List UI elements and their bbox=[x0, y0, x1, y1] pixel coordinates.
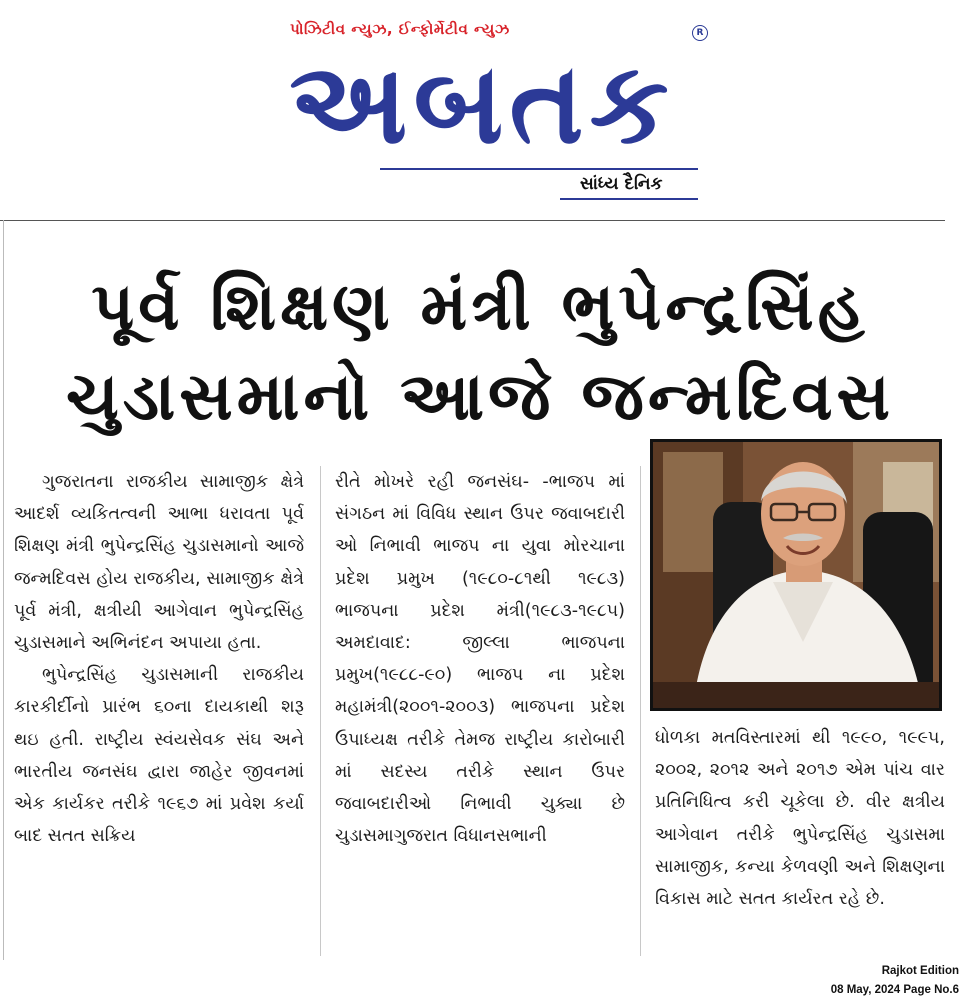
article-paragraph: રીતે મોખરે રહી જનસંઘ- -ભાજપ માં સંગઠન માં વિવિધ સ્થાન ઉપર જવાબદારી ઓ નિભાવી ભાજપ ના યુવા મોરચાના પ્રદેશ પ્રમુખ (૧૯૮૦-૮૧થી ૧૯૮૩) ભાજપના પ્રદેશ મંત્રી(૧૯૮૩-૧૯૮૫) અમદાવાદ: જીલ્લા ભાજપના પ્રમુખ(૧૯૮૮-૯૦) ભાજપ ના પ્રદેશ મહામંત્રી(૨૦૦૧-૨૦૦૩) ભાજપના પ્રદેશ ઉપાધ્યક્ષ તરીકે તેમજ રાષ્ટ્રીય કારોબારી માં સદસ્ય તરીકે સ્થાન ઉપર જવાબદારીઓ નિભાવી ચુક્યા છે ચુડાસમાગુજરાત વિધાનસભાની bbox=[335, 472, 625, 847]
article-headline bbox=[40, 262, 920, 442]
masthead-tagline: પોઝિટીવ ન્યુઝ, ઈન્ફોર્મેટીવ ન્યુઝ bbox=[290, 20, 510, 38]
article-column-2 bbox=[335, 466, 625, 956]
article-paragraph: ધોળકા મતવિસ્તારમાં થી ૧૯૯૦, ૧૯૯૫, ૨૦૦૨, ૨૦૧૨ અને ૨૦૧૭ એમ પાંચ વાર પ્રતિનિધિત્વ કરી ચૂકેલા છે. વીર ક્ષત્રીય આગેવાન તરીકે ભુપેન્દ્રસિંહ ચુડાસમા સામાજીક, કન્યા કેળવણી અને શિક્ષણના વિકાસ માટે સતત કાર્યરત રહે છે. bbox=[655, 728, 945, 910]
portrait-illustration-icon bbox=[653, 442, 939, 708]
headline-line-2: ચુડાસમાનો આજે જન્મદિવસ bbox=[66, 358, 894, 435]
headline-line-1: પૂર્વ શિક્ષણ મંત્રી ભુપેન્દ્રસિંહ bbox=[91, 268, 869, 345]
masthead bbox=[0, 0, 969, 222]
header-divider bbox=[0, 220, 945, 221]
masthead-subtitle: સાંધ્ય દૈનિક bbox=[580, 174, 663, 194]
logo-divider bbox=[380, 168, 698, 170]
column-divider bbox=[640, 466, 641, 956]
left-margin-rule bbox=[3, 220, 4, 960]
date-page-label: 08 May, 2024 Page No.6 bbox=[830, 984, 959, 996]
article-paragraph: ગુજરાતના રાજકીય સામાજીક ક્ષેત્રે આદર્શ વ્યકિતત્વની આભા ધરાવતા પૂર્વ શિક્ષણ મંત્રી ભુપેન્દ્રસિંહ ચુડાસમાનો આજે જન્મદિવસ હોય રાજકીય, સામાજીક ક્ષેત્રે પૂર્વ મંત્રી, ક્ષત્રીયી આગેવાન ભુપેન્દ્રસિંહ ચુડાસમાને અભિનંદન અપાયા હતા. bbox=[14, 472, 304, 654]
portrait-photo bbox=[650, 439, 942, 711]
newspaper-logo: અબતક bbox=[289, 40, 675, 168]
article-column-1 bbox=[14, 466, 304, 956]
registered-mark-icon: R bbox=[692, 25, 708, 41]
article-column-3 bbox=[655, 722, 945, 962]
page-footer bbox=[831, 962, 959, 1000]
subtitle-underline bbox=[560, 198, 698, 200]
column-divider bbox=[320, 466, 321, 956]
article-paragraph: ભુપેન્દ્રસિંહ ચુડાસમાની રાજકીય કારકીર્દીનો પ્રારંભ ૬૦ના દાયકાથી શરૂ થઇ હતી. રાષ્ટ્રીય સ્વંયસેવક સંઘ અને ભારતીય જનસંઘ દ્વારા જાહેર જીવનમાં એક કાર્યકર તરીકે ૧૯૬૭ માં પ્રવેશ કર્યા બાદ સતત સક્રિય bbox=[14, 665, 304, 847]
edition-label: Rajkot Edition bbox=[881, 965, 959, 977]
